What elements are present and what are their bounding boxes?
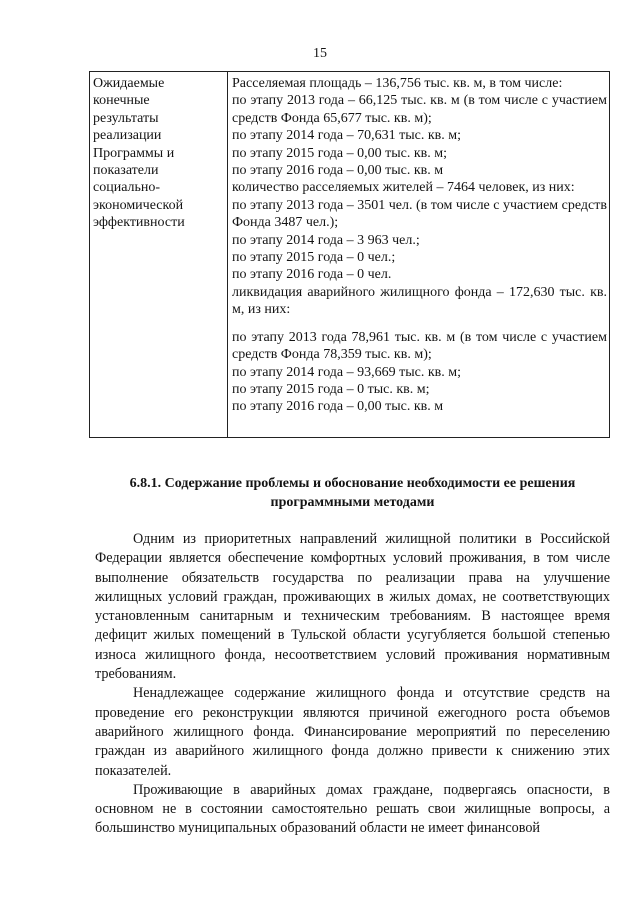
value-line: по этапу 2015 года – 0,00 тыс. кв. м; [232,145,448,161]
label-line: результаты [93,110,159,126]
label-line: Ожидаемые [93,76,165,91]
results-table [89,71,610,438]
value-line: по этапу 2013 года – 66,125 тыс. кв. м (в том числе с участием средств Фонда 65,677 тыс. кв. м); [232,93,607,126]
section-heading: 6.8.1. Содержание проблемы и обоснование необходимости ее решения программными методами [129,476,576,510]
paragraph: Ненадлежащее содержание жилищного фонда и отсутствие средств на проведение его реконструкции являются причиной ежегодного роста объемов аварийного жилищного фонда. Финансирование мероприятий по переселению граждан из аварийного жилищного фонда должно привести к снижению этих показателей. [95,685,610,779]
value-cell [232,75,607,416]
value-line: по этапу 2015 года – 0 тыс. кв. м; [232,381,430,397]
paragraph: Одним из приоритетных направлений жилищной политики в Российской Федерации является обеспечение комфортных условий проживания, в том числе выполнение обязательств государства по реализации права на улучшение жилищных условий граждан, проживающих в жилых домах, не соответствующих установленным санитарным и техническим требованиям. В настоящее время дефицит жилых помещений в Тульской области усугубляется большой степенью износа жилищного фонда, несоответствием условий проживания нормативным требованиям. [95,531,610,683]
value-line: по этапу 2016 года – 0,00 тыс. кв. м [232,399,444,415]
body-text [95,530,610,839]
label-line: конечные [93,93,150,109]
label-line: показатели [93,163,159,179]
page-number: 15 [313,46,327,61]
spacer [232,319,607,329]
value-line: количество расселяемых жителей – 7464 человек, из них: [232,180,575,196]
value-line: по этапу 2016 года – 0,00 тыс. кв. м [232,163,444,179]
value-line: ликвидация аварийного жилищного фонда – 172,630 тыс. кв. м, из них: [232,284,607,318]
label-line: эффективности [93,215,185,231]
label-cell [93,75,223,232]
label-line: реализации [93,128,162,144]
value-line: по этапу 2013 года – 3501 чел. (в том числе с участием средств Фонда 3487 чел.); [232,197,607,231]
value-line: по этапу 2014 года – 70,631 тыс. кв. м; [232,128,462,144]
column-divider [227,72,228,437]
value-line: по этапу 2016 года – 0 чел. [232,267,392,283]
paragraph: Проживающие в аварийных домах граждане, подвергаясь опасности, в основном не в состоянии самостоятельно решать свои жилищные вопросы, а большинство муниципальных образований области не имеет финансовой [95,781,610,837]
value-line: Расселяемая площадь – 136,756 тыс. кв. м, в том числе: [232,76,563,91]
value-line: по этапу 2015 года – 0 чел.; [232,250,396,266]
value-line: по этапу 2014 года – 3 963 чел.; [232,232,420,248]
value-line: по этапу 2014 года – 93,669 тыс. кв. м; [232,364,462,380]
label-line: экономической [93,197,184,213]
label-line: Программы и [93,145,175,161]
label-line: социально- [93,180,161,196]
value-line: по этапу 2013 года 78,961 тыс. кв. м (в том числе с участием средств Фонда 78,359 тыс. кв. м); [232,329,607,363]
